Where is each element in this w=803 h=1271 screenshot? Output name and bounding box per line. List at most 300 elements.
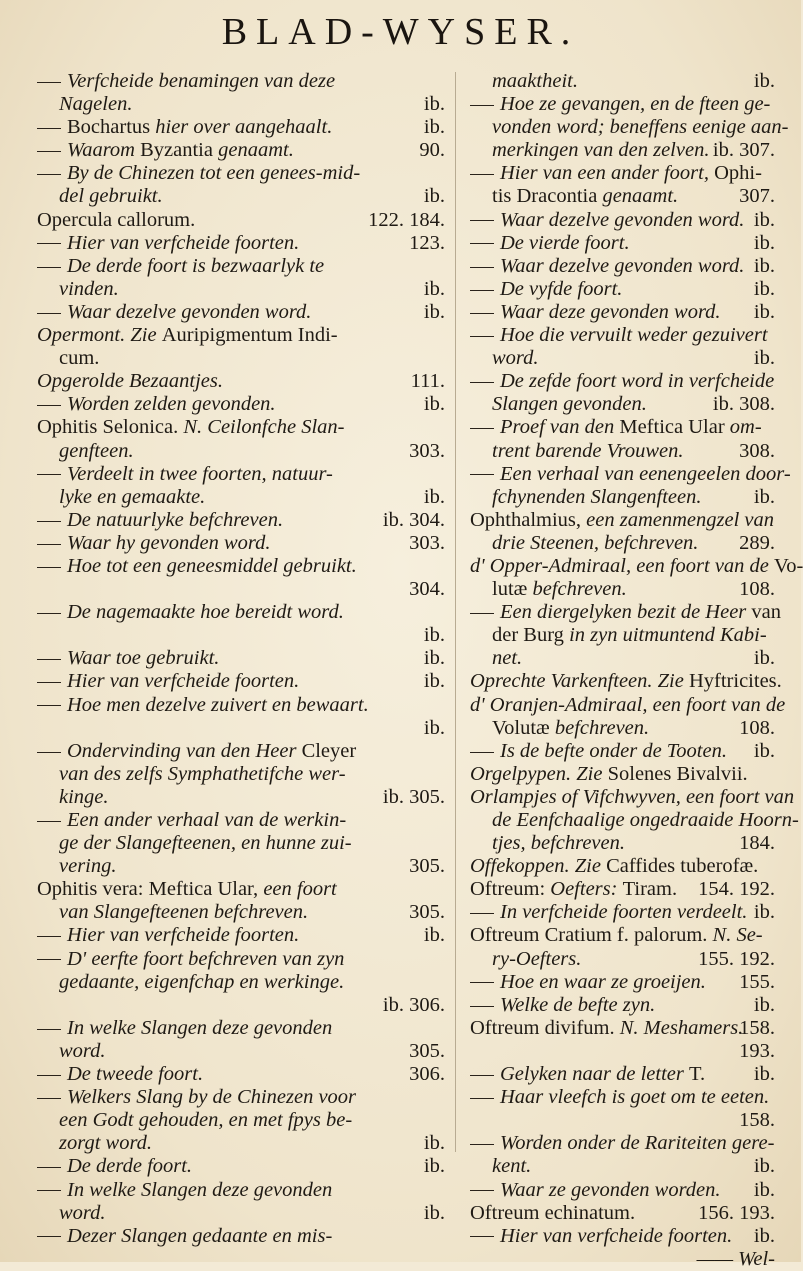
index-entry-line bbox=[470, 209, 775, 232]
entry-text: Dezer Slangen gedaante en mis- bbox=[67, 1224, 333, 1247]
repeat-dash bbox=[37, 232, 67, 255]
index-entry-line bbox=[470, 347, 775, 370]
page-reference: ib. 304. bbox=[382, 508, 445, 531]
page-reference: ib. bbox=[423, 277, 445, 300]
page-reference: ib. bbox=[753, 208, 775, 231]
page-reference: ib. bbox=[423, 716, 445, 739]
entry-text: T. bbox=[688, 1063, 706, 1086]
entry-text: N. Ceilonfche Slan- bbox=[183, 416, 345, 439]
page-reference: ib. bbox=[753, 231, 775, 254]
index-entry-line bbox=[37, 255, 445, 278]
entry-text: befchreven. bbox=[554, 716, 650, 739]
index-entry-line bbox=[470, 1017, 775, 1040]
entry-text: De tweede foort. bbox=[67, 1063, 204, 1086]
page-reference: ib. bbox=[753, 277, 775, 300]
index-entry-line bbox=[470, 1179, 775, 1202]
index-entry-line bbox=[470, 1225, 775, 1248]
repeat-dash bbox=[37, 255, 67, 278]
page-reference: 303. bbox=[409, 439, 445, 462]
entry-text: Meftica Ular bbox=[619, 416, 730, 439]
index-entry-line bbox=[37, 1155, 445, 1178]
index-entry-line bbox=[470, 878, 775, 901]
entry-text: Hier van verfcheide foorten. bbox=[67, 924, 300, 947]
index-entry-line bbox=[37, 694, 445, 717]
index-entry-line bbox=[470, 578, 775, 601]
index-entry-line bbox=[470, 717, 775, 740]
page-reference: ib. bbox=[753, 647, 775, 670]
index-entry-line bbox=[470, 462, 791, 486]
entry-text: zorgt word. bbox=[59, 1132, 153, 1155]
entry-text: N. Meshamers. bbox=[619, 1016, 744, 1039]
entry-text: Is de befte onder de Tooten. bbox=[500, 739, 727, 762]
index-entry-line bbox=[470, 601, 782, 624]
entry-text: om- bbox=[729, 416, 762, 439]
page-reference: ib. bbox=[753, 347, 775, 370]
page-reference: 155. 192. bbox=[698, 947, 775, 970]
entry-text: Ophitis Selonica. bbox=[37, 416, 184, 439]
entry-text: Hier van verfcheide foorten. bbox=[67, 231, 300, 254]
page-reference: ib. bbox=[423, 624, 445, 647]
page-reference: 158. bbox=[739, 1109, 775, 1132]
entry-text: lyke en gemaakte. bbox=[59, 485, 206, 508]
index-entry-line bbox=[470, 971, 775, 994]
index-entry-line bbox=[37, 1109, 445, 1132]
page-reference: ib. bbox=[753, 901, 775, 924]
index-entry-line bbox=[37, 486, 445, 509]
repeat-dash bbox=[470, 255, 500, 278]
index-entry-line bbox=[37, 93, 445, 116]
entry-text: genfteen. bbox=[59, 439, 134, 462]
entry-text: word. bbox=[492, 347, 539, 370]
repeat-dash bbox=[37, 647, 67, 670]
index-entry-line bbox=[470, 486, 775, 509]
index-entry-line bbox=[37, 740, 445, 763]
index-entry-line bbox=[470, 93, 775, 116]
page-reference: 308. bbox=[739, 439, 775, 462]
index-entry-line bbox=[37, 948, 445, 971]
entry-text: van bbox=[751, 601, 782, 624]
index-entry-line bbox=[470, 1086, 775, 1109]
index-entry-line bbox=[37, 70, 445, 93]
index-entry-line bbox=[470, 1202, 775, 1225]
entry-text: een zamenmengzel van bbox=[586, 508, 775, 531]
entry-text: D' eerfte foort befchreven van zyn bbox=[67, 947, 345, 970]
repeat-dash bbox=[470, 324, 500, 347]
index-entry-line bbox=[37, 994, 445, 1017]
index-entry-line bbox=[37, 463, 445, 486]
index-entry-line bbox=[470, 232, 775, 255]
entry-text: De nagemaakte hoe bereidt word. bbox=[67, 601, 344, 624]
page-reference: ib. bbox=[753, 1224, 775, 1247]
page-reference: 108. bbox=[739, 578, 775, 601]
page-reference: ib. bbox=[753, 254, 775, 277]
page-reference: ib. bbox=[753, 485, 775, 508]
entry-text: genaamt. bbox=[218, 139, 294, 162]
index-entry-line bbox=[37, 1202, 445, 1225]
entry-text: word. bbox=[59, 1039, 106, 1062]
index-entry-line bbox=[37, 232, 445, 255]
page-reference: ib. bbox=[753, 70, 775, 92]
entry-text: Opermont. Zie bbox=[37, 324, 162, 347]
index-entry-line bbox=[37, 647, 445, 670]
entry-text: Hier van verfcheide foorten. bbox=[500, 1224, 733, 1247]
entry-text: Verdeelt in twee foorten, natuur- bbox=[67, 462, 333, 485]
entry-text: in zyn uitmuntend Kabi- bbox=[569, 624, 767, 647]
entry-text: hier over aangehaalt. bbox=[155, 116, 333, 139]
entry-text: d' Oranjen-Admiraal, een foort van de bbox=[470, 693, 786, 716]
repeat-dash bbox=[37, 301, 67, 324]
entry-text: Volutæ bbox=[492, 716, 555, 739]
page-reference: ib. bbox=[753, 1155, 775, 1178]
repeat-dash bbox=[37, 924, 67, 947]
repeat-dash bbox=[37, 601, 67, 624]
page-reference: ib. bbox=[423, 116, 445, 139]
index-entry-line bbox=[37, 555, 445, 578]
repeat-dash bbox=[37, 70, 67, 93]
repeat-dash bbox=[470, 301, 500, 324]
index-entry-line bbox=[37, 809, 445, 832]
repeat-dash bbox=[37, 463, 67, 486]
entry-text: Hyftricites. bbox=[688, 670, 782, 693]
entry-text: De natuurlyke befchreven. bbox=[67, 508, 284, 531]
index-entry-line bbox=[470, 740, 775, 763]
index-entry-line bbox=[470, 1155, 775, 1178]
entry-text: In verfcheide foorten verdeelt. bbox=[500, 901, 748, 924]
entry-text: Waar toe gebruikt. bbox=[67, 647, 220, 670]
entry-text: fchynenden Slangenfteen. bbox=[492, 485, 702, 508]
entry-text: Een diergelyken bezit de Heer bbox=[500, 601, 752, 624]
entry-text: cum. bbox=[59, 347, 100, 370]
repeat-dash bbox=[470, 1225, 500, 1248]
page-reference: 155. bbox=[739, 970, 775, 993]
entry-text: De derde foort. bbox=[67, 1155, 193, 1178]
entry-text: Haar vleefch is goet om te eeten. bbox=[500, 1086, 770, 1109]
page-reference: 306. bbox=[409, 1063, 445, 1086]
index-entry-line bbox=[470, 948, 775, 971]
entry-text: Hoe ze gevangen, en de fteen ge- bbox=[500, 93, 771, 116]
repeat-dash bbox=[37, 1086, 67, 1109]
repeat-dash bbox=[37, 1063, 67, 1086]
page-reference: ib. bbox=[753, 1178, 775, 1201]
repeat-dash bbox=[37, 1179, 67, 1202]
repeat-dash bbox=[470, 232, 500, 255]
page-reference: ib. 308. bbox=[712, 393, 775, 416]
index-entry-line bbox=[37, 393, 445, 416]
entry-text: Orgelpypen. Zie bbox=[470, 762, 608, 785]
entry-text: der Burg bbox=[492, 624, 570, 647]
entry-text: Orlampjes of Vifchwyven, een foort van bbox=[470, 785, 795, 808]
index-entry-line bbox=[37, 1086, 445, 1109]
repeat-dash bbox=[470, 278, 500, 301]
entry-text: Hier van verfcheide foorten. bbox=[67, 670, 300, 693]
repeat-dash bbox=[37, 740, 67, 763]
entry-text: van des zelfs Symphathetifche wer- bbox=[59, 762, 346, 785]
page-reference: 158. bbox=[739, 1016, 775, 1039]
repeat-dash bbox=[470, 971, 500, 994]
entry-text: De derde foort is bezwaarlyk te bbox=[67, 254, 325, 277]
entry-text: Worden zelden gevonden. bbox=[67, 393, 276, 416]
page-reference: ib. bbox=[753, 300, 775, 323]
index-entry-line bbox=[37, 1040, 445, 1063]
repeat-dash bbox=[37, 532, 67, 555]
entry-text: Gelyken naar de letter bbox=[500, 1063, 689, 1086]
entry-text: kent. bbox=[492, 1155, 532, 1178]
page-reference: 184. bbox=[739, 832, 775, 855]
index-entry-line bbox=[37, 855, 445, 878]
index-entry-line bbox=[470, 1248, 775, 1271]
repeat-dash bbox=[37, 809, 67, 832]
page-reference: 193. bbox=[739, 1039, 775, 1062]
index-entry-line bbox=[37, 601, 445, 624]
repeat-dash bbox=[470, 740, 500, 763]
entry-text: Cleyer bbox=[301, 739, 357, 762]
page-reference: ib. bbox=[753, 739, 775, 762]
entry-text: Bochartus bbox=[67, 116, 156, 139]
entry-text: Opercula callorum. bbox=[37, 208, 196, 231]
index-entry-line bbox=[470, 647, 775, 670]
repeat-dash bbox=[470, 1063, 500, 1086]
entry-text: de Eenfchaalige ongedraaide Hoorn- bbox=[492, 809, 799, 831]
repeat-dash bbox=[37, 670, 67, 693]
index-entry-line bbox=[470, 763, 775, 786]
repeat-dash bbox=[470, 601, 500, 624]
index-entry-line bbox=[37, 509, 445, 532]
repeat-dash bbox=[470, 1086, 500, 1109]
index-entry-line bbox=[37, 670, 445, 693]
index-entry-line bbox=[37, 370, 445, 393]
index-entry-line bbox=[470, 509, 775, 532]
entry-text: net. bbox=[492, 647, 523, 670]
page-reference: 154. 192. bbox=[698, 878, 775, 901]
page-reference: 122. 184. bbox=[368, 208, 445, 231]
index-entry-line bbox=[37, 1225, 445, 1248]
column-divider bbox=[455, 72, 456, 1152]
repeat-dash bbox=[470, 93, 500, 116]
entry-text: Auripigmentum Indi- bbox=[161, 324, 338, 347]
entry-text: Ophthalmius, bbox=[470, 508, 587, 531]
page-reference: ib. bbox=[423, 93, 445, 116]
index-entry-line bbox=[470, 1063, 775, 1086]
entry-text: Ophitis vera: Meftica Ular, bbox=[37, 878, 264, 901]
entry-text: By de Chinezen tot een genees-mid- bbox=[67, 162, 361, 185]
catchword: —— Wel- bbox=[696, 1247, 775, 1270]
repeat-dash bbox=[470, 1179, 500, 1202]
entry-text: In welke Slangen deze gevonden bbox=[67, 1178, 333, 1201]
entry-text: Oftreum divifum. bbox=[470, 1016, 620, 1039]
entry-text: d' Opper-Admiraal, een foort van de bbox=[470, 554, 775, 577]
page-reference: 305. bbox=[409, 855, 445, 878]
entry-text: Ondervinding van den Heer bbox=[67, 739, 302, 762]
entry-text: ry-Oefters. bbox=[492, 947, 582, 970]
repeat-dash bbox=[470, 209, 500, 232]
page-reference: ib. bbox=[423, 300, 445, 323]
page-reference: 156. 193. bbox=[698, 1201, 775, 1224]
index-entry-line bbox=[37, 832, 445, 855]
index-entry-line bbox=[37, 924, 445, 947]
page-reference: ib. bbox=[423, 393, 445, 416]
page-reference: 111. bbox=[410, 370, 445, 393]
entry-text: Worden onder de Rariteiten gere- bbox=[500, 1132, 775, 1155]
index-entry-line bbox=[37, 185, 445, 208]
entry-text: Waar dezelve gevonden word. bbox=[67, 300, 312, 323]
entry-text: gedaante, eigenfchap en werkinge. bbox=[59, 970, 345, 993]
index-entry-line bbox=[470, 785, 795, 809]
index-entry-line bbox=[37, 624, 445, 647]
index-entry-line bbox=[37, 1132, 445, 1155]
entry-text: Caffides tuberofæ. bbox=[606, 855, 759, 878]
repeat-dash bbox=[470, 463, 500, 486]
repeat-dash bbox=[37, 1225, 67, 1248]
entry-text: Waar ze gevonden worden. bbox=[500, 1178, 721, 1201]
repeat-dash bbox=[37, 694, 67, 717]
entry-text: Een verhaal van eenengeelen door- bbox=[500, 462, 791, 485]
index-entry-line bbox=[470, 116, 789, 139]
page-reference: 307. bbox=[739, 185, 775, 208]
index-entry-line bbox=[37, 440, 445, 463]
index-entry-line bbox=[470, 624, 775, 647]
index-entry-line bbox=[470, 393, 775, 416]
entry-text: kinge. bbox=[59, 785, 109, 808]
page-reference: 305. bbox=[409, 1039, 445, 1062]
page-reference: 303. bbox=[409, 531, 445, 554]
entry-text: Nagelen. bbox=[59, 93, 133, 116]
entry-text: vonden word; beneffens eenige aan- bbox=[492, 116, 789, 139]
page-reference: ib. bbox=[423, 185, 445, 208]
entry-text: van Slangefteenen befchreven. bbox=[59, 901, 309, 924]
entry-text: Hoe tot een geneesmiddel gebruikt. bbox=[67, 554, 357, 577]
repeat-dash bbox=[37, 948, 67, 971]
entry-text: Waar dezelve gevonden word. bbox=[500, 208, 745, 231]
entry-text: Waar hy gevonden word. bbox=[67, 531, 271, 554]
entry-text: tjes, befchreven. bbox=[492, 832, 625, 855]
entry-text: een Godt gehouden, en met fpys be- bbox=[59, 1109, 353, 1132]
page-reference: ib. bbox=[423, 1155, 445, 1178]
index-entry-line bbox=[470, 70, 775, 93]
index-entry-line bbox=[37, 786, 445, 809]
repeat-dash bbox=[470, 901, 500, 924]
entry-text: In welke Slangen deze gevonden bbox=[67, 1016, 333, 1039]
repeat-dash bbox=[470, 370, 500, 393]
entry-text: vering. bbox=[59, 855, 117, 878]
page-reference: ib. 307. bbox=[712, 139, 775, 162]
index-entry-line bbox=[470, 832, 775, 855]
entry-text: De vyfde foort. bbox=[500, 277, 623, 300]
page-reference: 108. bbox=[739, 716, 775, 739]
entry-text: maaktheit. bbox=[492, 70, 578, 92]
index-entry-line bbox=[37, 162, 445, 185]
entry-text: Oftreum Cratium f. palorum. bbox=[470, 924, 713, 947]
page-reference: 289. bbox=[739, 531, 775, 554]
index-entry-line bbox=[470, 440, 775, 463]
repeat-dash bbox=[37, 116, 67, 139]
entry-text: Tiram. bbox=[622, 878, 678, 901]
page-reference: ib. bbox=[423, 670, 445, 693]
entry-text: vinden. bbox=[59, 277, 119, 300]
entry-text: Solenes Bivalvii. bbox=[607, 762, 748, 785]
index-entry-line bbox=[37, 116, 445, 139]
entry-text: Oftreum echinatum. bbox=[470, 1201, 636, 1224]
entry-text: Hoe die vervuilt weder gezuivert bbox=[500, 324, 768, 347]
entry-text: Welkers Slang by de Chinezen voor bbox=[67, 1086, 357, 1109]
entry-text: del gebruikt. bbox=[59, 185, 163, 208]
index-entry-line bbox=[37, 878, 445, 901]
entry-text: genaamt. bbox=[602, 185, 679, 208]
page-reference: ib. 305. bbox=[382, 785, 445, 808]
page-reference: ib. bbox=[753, 1063, 775, 1086]
entry-text: Hoe men dezelve zuivert en bewaart. bbox=[67, 693, 369, 716]
entry-text: Offekoppen. Zie bbox=[470, 855, 607, 878]
index-entry-line bbox=[37, 578, 445, 601]
repeat-dash bbox=[470, 1132, 500, 1155]
index-entry-line bbox=[470, 809, 799, 832]
page-reference: ib. bbox=[423, 1132, 445, 1155]
index-entry-line bbox=[37, 971, 445, 994]
page-reference: ib. 306. bbox=[382, 993, 445, 1016]
entry-text: Oprechte Varkenfteen. Zie bbox=[470, 670, 689, 693]
index-entry-line bbox=[470, 139, 775, 162]
index-entry-line bbox=[37, 278, 445, 301]
repeat-dash bbox=[37, 1155, 67, 1178]
index-entry-line bbox=[37, 416, 445, 439]
entry-text: Slangen gevonden. bbox=[492, 393, 647, 416]
index-entry-line bbox=[37, 901, 445, 924]
page-reference: 305. bbox=[409, 901, 445, 924]
index-entry-line bbox=[37, 717, 445, 740]
entry-text: Waar dezelve gevonden word. bbox=[500, 254, 745, 277]
index-entry-line bbox=[470, 693, 786, 717]
entry-text: trent barende Vrouwen. bbox=[492, 439, 684, 462]
entry-text: befchreven. bbox=[532, 578, 627, 601]
index-entry-line bbox=[470, 185, 775, 208]
repeat-dash bbox=[37, 509, 67, 532]
entry-text: Oefters: bbox=[550, 878, 623, 901]
entry-text: N. Se- bbox=[712, 924, 763, 947]
entry-text: De vierde foort. bbox=[500, 231, 630, 254]
index-entry-line bbox=[470, 994, 775, 1017]
repeat-dash bbox=[470, 994, 500, 1017]
index-entry-line bbox=[470, 416, 775, 439]
index-entry-line bbox=[37, 532, 445, 555]
repeat-dash bbox=[37, 555, 67, 578]
index-entry-line bbox=[470, 554, 803, 578]
index-entry-line bbox=[37, 1063, 445, 1086]
entry-text: Ophi- bbox=[714, 162, 762, 185]
entry-text: Waarom bbox=[67, 139, 141, 162]
page-reference: ib. bbox=[423, 1201, 445, 1224]
index-entry-line bbox=[470, 1040, 775, 1063]
repeat-dash bbox=[37, 139, 67, 162]
page-reference: ib. bbox=[423, 924, 445, 947]
entry-text: Hier van een ander foort, bbox=[500, 162, 715, 185]
entry-text: Welke de befte zyn. bbox=[500, 993, 656, 1016]
entry-text: Opgerolde Bezaantjes. bbox=[37, 370, 223, 393]
left-column bbox=[37, 70, 445, 1248]
entry-text: Verfcheide benamingen van deze bbox=[67, 70, 336, 92]
entry-text: De zefde foort word in verfcheide bbox=[500, 370, 775, 393]
index-entry-line bbox=[470, 924, 775, 947]
repeat-dash bbox=[470, 162, 500, 185]
page-reference: ib. bbox=[423, 647, 445, 670]
index-entry-line bbox=[37, 209, 445, 232]
index-entry-line bbox=[37, 1017, 445, 1040]
entry-text: word. bbox=[59, 1201, 106, 1224]
entry-text: lutæ bbox=[492, 578, 533, 601]
index-entry-line bbox=[470, 855, 775, 878]
entry-text: Oftreum: bbox=[470, 878, 551, 901]
right-column bbox=[470, 70, 803, 1271]
page-reference: 304. bbox=[409, 578, 445, 601]
index-entry-line bbox=[37, 301, 445, 324]
